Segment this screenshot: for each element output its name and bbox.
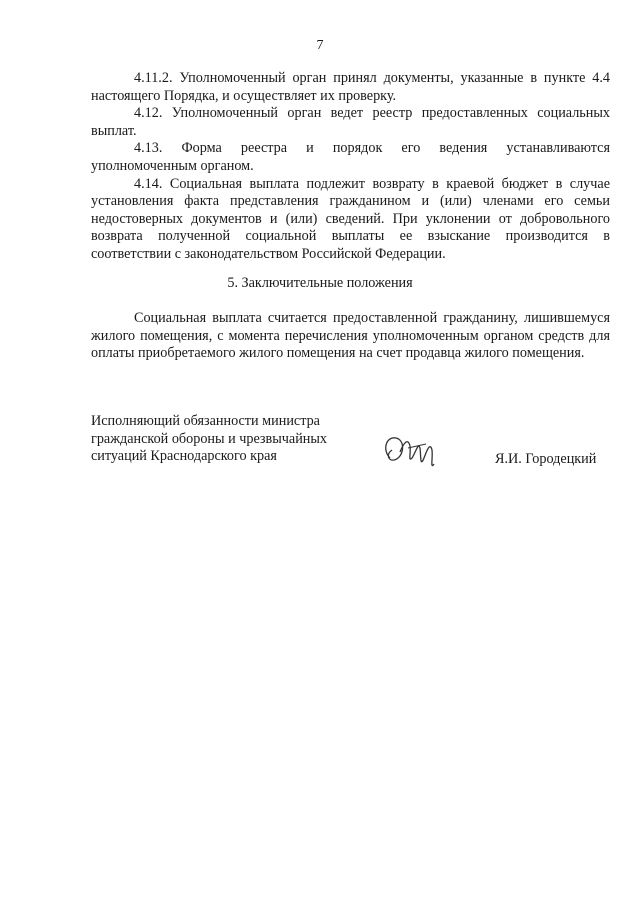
section-4-paragraphs (91, 70, 610, 264)
section-heading: 5. Заключительные положения (227, 275, 413, 291)
page-number: 7 (316, 38, 324, 53)
paragraph-4-14: 4.14. Социальная выплата подлежит возврату в краевой бюджет в случае установления факта представления гражданином и (или) членами его семьи недостоверных документов и (или) сведений. При уклонении от добровольного возврата полученной социальной выплаты ее взыскание производится в соответствии с законодательством Российской Федерации. (91, 175, 610, 262)
signatory-name: Я.И. Городецкий (495, 451, 597, 467)
signatory-title: Исполняющий обязанности министра гражданской обороны и чрезвычайных ситуаций Краснодарского края (91, 413, 328, 465)
closing-paragraph-block (91, 310, 610, 363)
paragraph-4-13: 4.13. Форма реестра и порядок его ведения устанавливаются уполномоченным органом. (91, 140, 610, 174)
handwritten-signature (380, 428, 442, 480)
closing-paragraph: Социальная выплата считается предоставленной гражданину, лишившемуся жилого помещения, с момента перечисления уполномоченным органом средств для оплаты приобретаемого жилого помещения на счет продавца жилого помещения. (91, 310, 610, 362)
paragraph-4-11-2: 4.11.2. Уполномоченный орган принял документы, указанные в пункте 4.4 настоящего Порядка, и осуществляет их проверку. (91, 70, 610, 104)
paragraph-4-12: 4.12. Уполномоченный орган ведет реестр предоставленных социальных выплат. (91, 105, 610, 139)
